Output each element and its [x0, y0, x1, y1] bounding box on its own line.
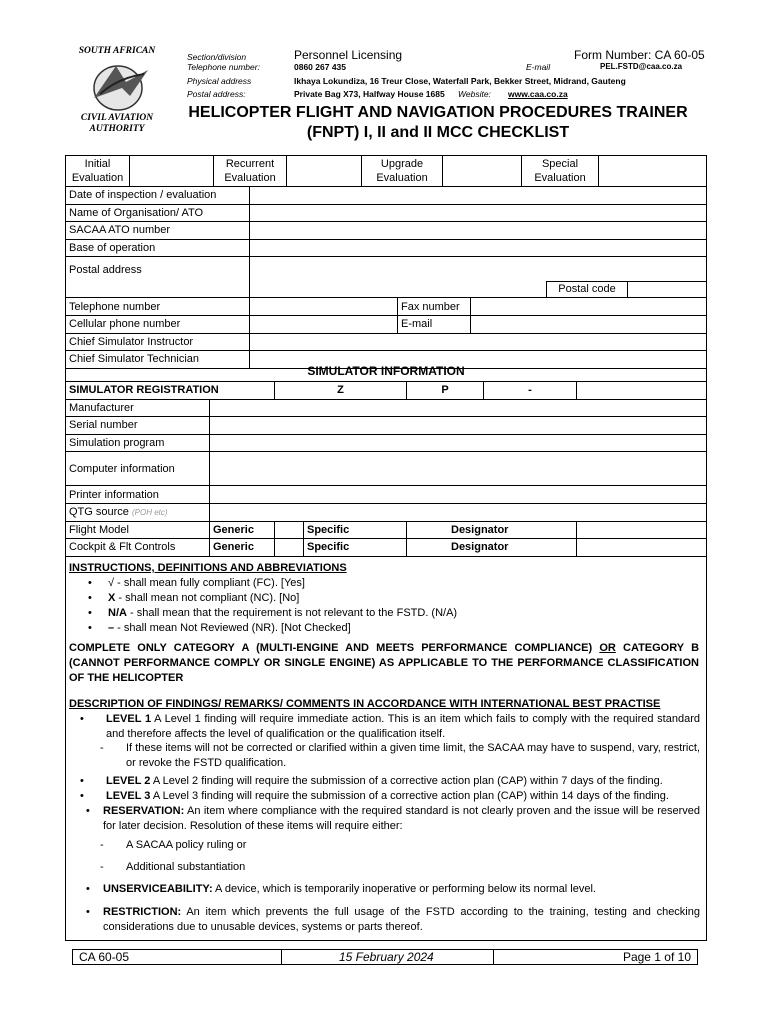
caa-logo-emblem [86, 58, 156, 114]
email-value[interactable]: PEL.FSTD@caa.co.za [600, 62, 683, 71]
postal-label: Postal address: [187, 89, 246, 99]
flight-designator-field[interactable] [577, 521, 707, 539]
logo-top-text: SOUTH AFRICAN [78, 46, 156, 56]
instruction-item: • – - shall mean Not Reviewed (NR). [Not Checked] [88, 622, 351, 634]
reg-field[interactable] [577, 382, 707, 400]
postal-address-label: Postal address [66, 257, 250, 298]
level2-item: • LEVEL 2 A Level 2 finding will require the submission of a corrective action plan (CAP) within 7 days of the finding. [80, 775, 663, 787]
ato-number-field[interactable] [250, 222, 707, 240]
cockpit-generic: Generic [210, 539, 275, 557]
cockpit-label: Cockpit & Flt Controls [66, 539, 210, 557]
printer-field[interactable] [210, 486, 707, 504]
qtg-hint: (POH etc) [131, 508, 168, 518]
postal-address-field[interactable] [250, 257, 707, 298]
footer-form-number: CA 60-05 [79, 950, 130, 964]
telephone-value: 0860 267 435 [294, 62, 346, 72]
instructions-heading: INSTRUCTIONS, DEFINITIONS AND ABBREVIATIONS [69, 562, 347, 574]
reservation-sub-2: - Additional substantiation [100, 861, 246, 873]
base-label: Base of operation [66, 239, 250, 257]
fax-field[interactable] [471, 298, 707, 316]
section-label: Section/division [187, 52, 247, 62]
upgrade-check-cell[interactable] [443, 156, 522, 187]
instruction-item: • X - shall mean not compliant (NC). [No] [88, 592, 300, 604]
computer-field[interactable] [210, 452, 707, 486]
date-field[interactable] [250, 187, 707, 205]
chief-instructor-field[interactable] [250, 333, 707, 351]
cockpit-designator-field[interactable] [577, 539, 707, 557]
flight-designator: Designator [407, 521, 577, 539]
cellular-label: Cellular phone number [66, 315, 250, 333]
fax-label: Fax number [398, 298, 471, 316]
sim-program-label: Simulation program [66, 434, 210, 452]
footer-page-number: Page 1 of 10 [622, 950, 691, 964]
flight-generic: Generic [210, 521, 275, 539]
flight-model-label: Flight Model [66, 521, 210, 539]
org-email-label: E-mail [398, 315, 471, 333]
reservation-sub-1: - A SACAA policy ruling or [100, 839, 247, 851]
level3-item: • LEVEL 3 A Level 3 finding will require the submission of a corrective action plan (CAP) within 14 days of the finding. [80, 790, 669, 802]
postal-value: Private Bag X73, Halfway House 1685 [294, 89, 445, 99]
telephone-field[interactable] [250, 298, 398, 316]
qtg-field[interactable] [210, 503, 707, 521]
physical-label: Physical address [187, 76, 252, 86]
reservation-item: • RESERVATION: An item where compliance with the required standard is not clearly proven and the issue will be reserved for later decision. Resolution of these items will require either: [86, 805, 700, 832]
section-value: Personnel Licensing [294, 48, 403, 62]
sim-registration-label: SIMULATOR REGISTRATION [66, 382, 275, 400]
findings-heading: DESCRIPTION OF FINDINGS/ REMARKS/ COMMENTS IN ACCORDANCE WITH INTERNATIONAL BEST PRACTISE [69, 698, 661, 710]
ato-number-label: SACAA ATO number [66, 222, 250, 240]
flight-specific: Specific [304, 521, 407, 539]
instruction-item: • √ - shall mean fully compliant (FC). [Yes] [88, 577, 305, 589]
reg-z: Z [275, 382, 407, 400]
serial-label: Serial number [66, 417, 210, 435]
organisation-table [65, 186, 707, 369]
reg-p: P [407, 382, 484, 400]
recurrent-evaluation: Recurrent Evaluation [214, 156, 287, 187]
initial-evaluation: Initial Evaluation [66, 156, 130, 187]
cellular-field[interactable] [250, 315, 398, 333]
reg-dash: - [484, 382, 577, 400]
recurrent-check-cell[interactable] [287, 156, 362, 187]
footer-date: 15 February 2024 [339, 950, 434, 964]
cockpit-generic-check[interactable] [275, 539, 304, 557]
instructions-list [76, 576, 696, 636]
serial-field[interactable] [210, 417, 707, 435]
postal-code-label: Postal code [547, 282, 628, 297]
special-check-cell[interactable] [599, 156, 707, 187]
telephone-label: Telephone number: [187, 62, 260, 72]
chief-technician-label: Chief Simulator Technician [66, 351, 250, 369]
form-number: Form Number: CA 60-05 [574, 48, 705, 62]
restriction-item: • RESTRICTION: An item which prevents the full usage of the FSTD according to the training, testing and checking considerations due to unusable devices, systems or parts thereof. [86, 906, 700, 933]
printer-label: Printer information [66, 486, 210, 504]
instruction-item: • N/A - shall mean that the requirement is not relevant to the FSTD. (N/A) [88, 607, 458, 619]
org-email-field[interactable] [471, 315, 707, 333]
email-label: E-mail [526, 62, 551, 72]
base-field[interactable] [250, 239, 707, 257]
telephone-number-label: Telephone number [66, 298, 250, 316]
date-label: Date of inspection / evaluation [66, 187, 250, 205]
category-note: COMPLETE ONLY CATEGORY A (MULTI-ENGINE AND MEETS PERFORMANCE COMPLIANCE) OR CATEGORY B (CANNOT PERFORMANCE COMPLY OR SINGLE ENGINE) AS APPLICABLE TO THE PERFORMANCE CLASSIFICATION OF THE HELICOPTER [69, 642, 700, 684]
computer-label: Computer information [66, 452, 210, 486]
upgrade-evaluation: Upgrade Evaluation [362, 156, 443, 187]
manufacturer-field[interactable] [210, 399, 707, 417]
website-label: Website: [458, 89, 491, 99]
physical-value: Ikhaya Lokundiza, 16 Treur Close, Waterfall Park, Bekker Street, Midrand, Gauteng [294, 76, 626, 86]
cockpit-specific: Specific [304, 539, 407, 557]
chief-instructor-label: Chief Simulator Instructor [66, 333, 250, 351]
level1-item: • LEVEL 1 A Level 1 finding will require immediate action. This is an item which fails to comply with the required standard and therefore affects the level of qualification or the qualification itself. [80, 713, 700, 740]
cockpit-designator: Designator [407, 539, 577, 557]
level1-sub: - If these items will not be corrected or clarified within a given time limit, the SACAA may have to suspend, vary, restrict, or revoke the FSTD qualification. [100, 742, 700, 769]
org-name-label: Name of Organisation/ ATO [66, 204, 250, 222]
unserviceability-item: • UNSERVICEABILITY: A device, which is temporarily inoperative or performing below its normal level. [86, 883, 596, 895]
initial-check-cell[interactable] [130, 156, 214, 187]
logo-bottom-text: CIVIL AVIATION AUTHORITY [80, 113, 154, 134]
title-line-1: HELICOPTER FLIGHT AND NAVIGATION PROCEDURES TRAINER [188, 104, 688, 121]
special-evaluation: Special Evaluation [522, 156, 599, 187]
qtg-label: QTG source (POH etc) [66, 503, 210, 521]
evaluation-type-table [65, 155, 707, 187]
org-name-field[interactable] [250, 204, 707, 222]
flight-generic-check[interactable] [275, 521, 304, 539]
simulator-table [65, 381, 707, 557]
manufacturer-label: Manufacturer [66, 399, 210, 417]
website-link[interactable]: www.caa.co.za [508, 89, 568, 99]
page-title [178, 103, 698, 143]
title-line-2: (FNPT) I, II and II MCC CHECKLIST [306, 124, 570, 141]
simulator-info-heading: SIMULATOR INFORMATION [307, 364, 465, 378]
page-footer [72, 949, 698, 965]
sim-program-field[interactable] [210, 434, 707, 452]
